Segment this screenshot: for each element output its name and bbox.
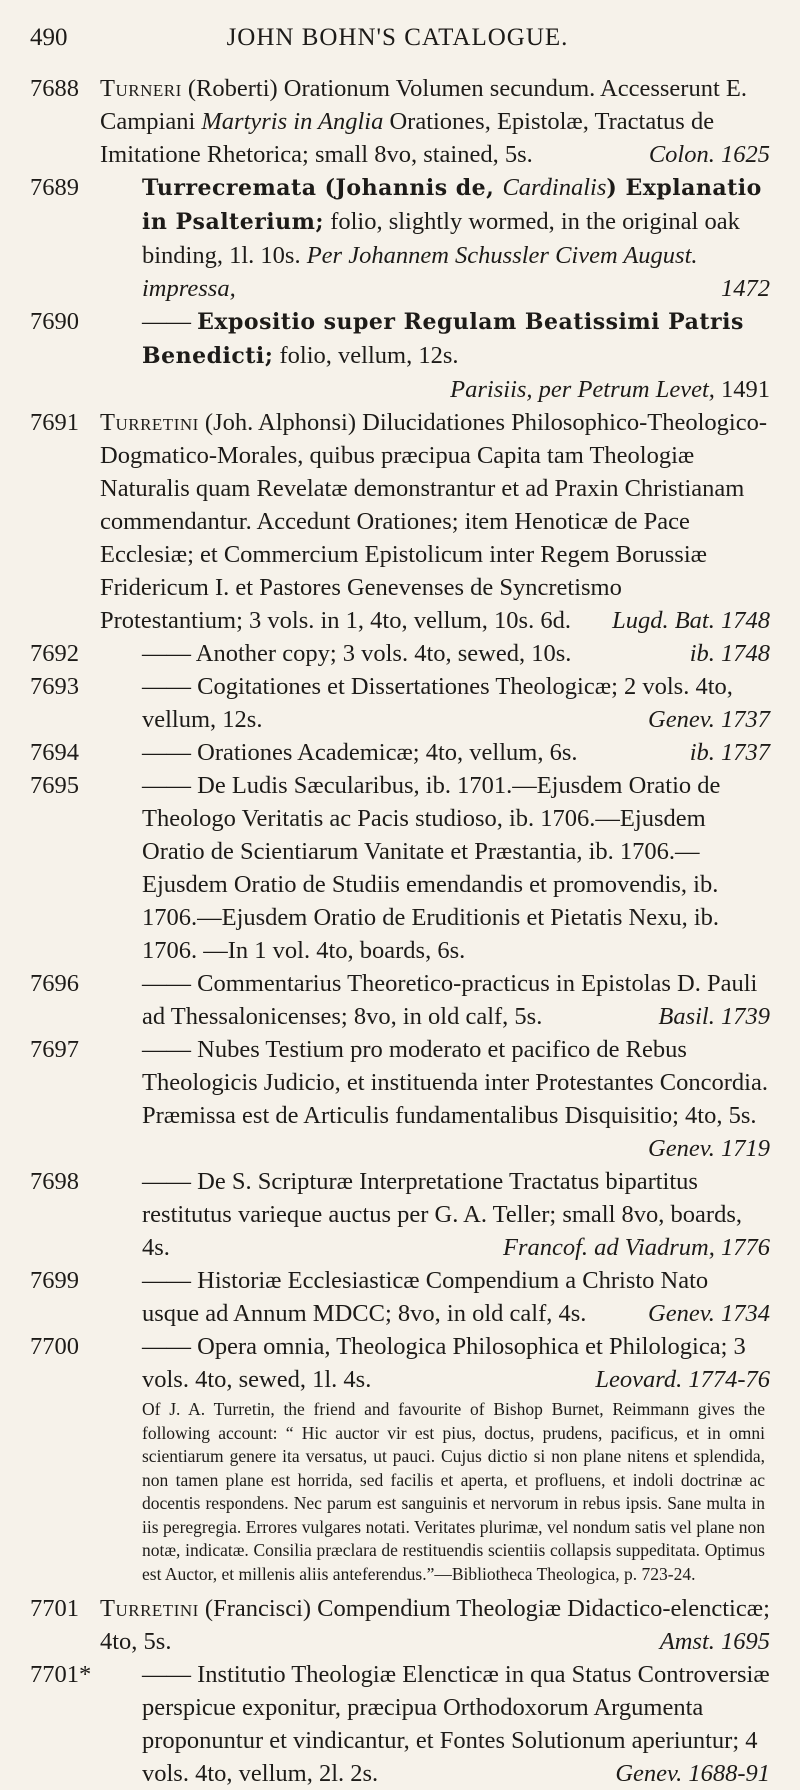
entry-text: Institutio Theologiæ Elencticæ in qua Status Controversiæ perspicue exponitur, præcipua Orthodoxorum Argumenta proponuntur et vindicantur, et Fontes Solutionum aperiuntur; 4 vols. 4to, vellum, 2l. 2s.	[142, 1661, 770, 1787]
entry-number: 7701	[30, 1595, 79, 1622]
entry-imprint	[648, 1132, 770, 1165]
entry-dash: ——	[142, 739, 198, 766]
imprint-text: Genev. 1737	[648, 706, 770, 733]
entry-text-continued: Orationes, Epistolæ, Tractatus de Imitatione Rhetorica; small 8vo, stained, 5s.	[100, 108, 715, 168]
imprint-text: Genev. 1719	[648, 1135, 770, 1162]
entry-blackletter-title: Expositio super Regulam Beatissimi Patris Benedicti;	[142, 309, 744, 369]
catalogue-entry	[0, 967, 800, 1033]
entry-body	[142, 1658, 770, 1790]
entry-dash: ——	[142, 1333, 198, 1360]
entry-text: Commentarius Theoretico-practicus in Epistolas D. Pauli ad Thessalonicenses; 8vo, in old calf, 5s.	[142, 970, 758, 1030]
catalogue-entry	[0, 1033, 800, 1165]
entry-imprint	[648, 703, 770, 736]
entry-body	[142, 1264, 770, 1330]
entry-number: 7694	[30, 739, 79, 766]
imprint-text: Francof. ad Viadrum, 1776	[503, 1234, 770, 1261]
entry-imprint	[658, 1000, 770, 1033]
catalogue-entry	[0, 637, 800, 670]
entry-text-italic: Martyris in Anglia	[201, 108, 384, 135]
imprint-text: Amst. 1695	[659, 1628, 770, 1655]
entry-text: De S. Scripturæ Interpretatione Tractatus bipartitus restitutus varieque auctus per G. A. Teller; small 8vo, boards, 4s.	[142, 1168, 742, 1261]
catalogue-entry	[0, 769, 800, 967]
entry-number: 7701*	[30, 1661, 92, 1688]
catalogue-entry	[0, 406, 800, 637]
entry-imprint	[503, 1231, 770, 1264]
entry-imprint	[612, 604, 770, 637]
entry-blackletter-italic: Cardinalis	[502, 174, 607, 201]
entry-body	[142, 1033, 770, 1162]
imprint-text: Colon. 1625	[648, 141, 770, 168]
entry-dash: ——	[142, 1168, 198, 1195]
entry-text: (Francisci) Compendium Theologiæ Didactico-elencticæ; 4to, 5s.	[100, 1595, 770, 1655]
entry-body	[100, 1592, 770, 1658]
entry-number: 7695	[30, 772, 79, 799]
entry-text: De Ludis Sæcularibus, ib. 1701.—Ejusdem Oratio de Theologo Veritatis ac Pacis studioso, ib. 1706.—Ejusdem Oratio de Scientiarum Vanitate et Præstantia, ib. 1706.—Ejusdem Oratio de Studiis emendandis et promovendis, ib. 1706.—Ejusdem Oratio de Eruditionis et Pietatis Nexu, ib. 1706. —In 1 vol. 4to, boards, 6s.	[142, 772, 721, 964]
entry-body	[142, 305, 770, 403]
entry-imprint	[721, 272, 770, 305]
page-header	[30, 24, 765, 64]
entry-dash: ——	[142, 1036, 198, 1063]
entry-number: 7697	[30, 1036, 79, 1063]
catalogue-entry	[0, 305, 800, 406]
imprint-text: Basil. 1739	[658, 1003, 770, 1030]
catalogue-entry	[0, 1330, 800, 1396]
entry-blackletter-title: Turrecremata (Johannis de,	[142, 175, 503, 201]
entries-list	[0, 72, 800, 1790]
imprint-italic: Parisiis, per Petrum Levet,	[450, 376, 721, 403]
catalogue-entry	[0, 1165, 800, 1264]
entry-text: Historiæ Ecclesiasticæ Compendium a Christo Nato usque ad Annum MDCC; 8vo, in old calf, 4s.	[142, 1267, 709, 1327]
entry-text: Opera omnia, Theologica Philosophica et Philologica; 3 vols. 4to, sewed, 1l. 4s.	[142, 1333, 746, 1393]
entry-number: 7698	[30, 1168, 79, 1195]
entry-number: 7696	[30, 970, 79, 997]
note-text: Of J. A. Turretin, the friend and favourite of Bishop Burnet, Reimmann gives the following account: “ Hic auctor vir est pius, doctus, prudens, pacificus, et in omni scientiarum genere ita versatus, ut pauci. Cujus dictio si non plane nitens et splendida, non tamen plane est horrida, sed facilis et aperta, et profluens, et indoli doctrinæ ac docentis respondens. Nec parum est sanguinis et nervorum in rebus ipsis. Sane multa in iis peregregia. Errores vulgares notati. Veritates plurimæ, vel nondum satis vel plane non notæ, indicatæ. Consilia præclara de restituendis scientiis collapsis suppeditata. Optimus est Auctor, et millenis aliis anteferendus.”—Bibliotheca Theologica, p. 723-24.	[142, 1399, 765, 1584]
entry-text: Cogitationes et Dissertationes Theologicæ; 2 vols. 4to, vellum, 12s.	[142, 673, 733, 733]
entry-text: (Joh. Alphonsi) Dilucidationes Philosophico-Theologico-Dogmatico-Morales, quibus præcipua Capita tam Theologiæ Naturalis quam Revelatæ demonstrantur et ad Praxin Christianam commendantur. Accedunt Orationes; item Henoticæ de Pace Ecclesiæ; et Commercium Epistolicum inter Regem Borussiæ Fridericum I. et Pastores Genevenses de Syncretismo Protestantium; 3 vols. in 1, 4to, vellum, 10s. 6d.	[100, 409, 767, 634]
entry-number: 7700	[30, 1333, 79, 1360]
catalogue-entry	[0, 171, 800, 305]
entry-body	[142, 171, 770, 305]
entry-imprint	[648, 1297, 770, 1330]
entry-dash: ——	[142, 1661, 198, 1688]
entry-text-italic: Per Johannem Schussler Civem August. impressa,	[142, 242, 698, 302]
entry-imprint	[615, 1757, 770, 1790]
entry-dash: ——	[142, 640, 196, 667]
imprint-text: Leovard. 1774-76	[595, 1366, 770, 1393]
entry-body	[142, 769, 770, 967]
catalogue-entry	[0, 1264, 800, 1330]
entry-blackletter-title-end: ) Explanatio in Psalterium;	[142, 175, 762, 235]
entry-number: 7699	[30, 1267, 79, 1294]
entry-imprint	[690, 637, 770, 670]
entry-number: 7689	[30, 174, 79, 201]
entry-dash: ——	[142, 673, 198, 700]
bibliographic-note	[0, 1398, 800, 1586]
imprint-text: ib. 1748	[689, 640, 770, 667]
entry-author: Turretini	[100, 1595, 199, 1622]
entry-text: folio, vellum, 12s.	[273, 342, 459, 369]
entry-body	[142, 670, 770, 736]
entry-body	[142, 736, 770, 769]
entry-text: Nubes Testium pro moderato et pacifico de Rebus Theologicis Judicio, et instituenda inter Protestantes Concordia. Præmissa est de Articulis fundamentalibus Disquisitio; 4to, 5s.	[142, 1036, 768, 1129]
entry-body	[100, 406, 770, 637]
catalogue-entry	[0, 1658, 800, 1790]
entry-body	[142, 1330, 770, 1396]
entry-author: Turretini	[100, 409, 199, 436]
entry-number: 7690	[30, 308, 79, 335]
entry-imprint	[450, 373, 770, 406]
imprint-text: Lugd. Bat. 1748	[612, 607, 770, 634]
imprint-text: 1472	[721, 275, 770, 302]
entry-body	[142, 637, 770, 670]
entry-imprint	[649, 138, 770, 171]
entry-body	[142, 967, 770, 1033]
catalogue-entry	[0, 736, 800, 769]
imprint-text: ib. 1737	[689, 739, 770, 766]
entry-author: Turneri	[100, 75, 182, 102]
entry-dash: ——	[142, 308, 198, 335]
entry-number: 7691	[30, 409, 79, 436]
entry-dash: ——	[142, 1267, 198, 1294]
entry-text: Orationes Academicæ; 4to, vellum, 6s.	[197, 739, 578, 766]
entry-imprint	[690, 736, 770, 769]
imprint-text: Genev. 1734	[648, 1300, 770, 1327]
entry-body	[100, 72, 770, 171]
catalogue-entry	[0, 670, 800, 736]
catalogue-entry	[0, 72, 800, 171]
page-title: JOHN BOHN'S CATALOGUE.	[226, 24, 569, 51]
entry-imprint	[660, 1625, 770, 1658]
imprint-text: Genev. 1688-91	[615, 1760, 770, 1787]
entry-text: Another copy; 3 vols. 4to, sewed, 10s.	[195, 640, 572, 667]
entry-text: folio, slightly wormed, in the original oak binding, 1l. 10s.	[142, 208, 740, 269]
entry-dash: ——	[142, 970, 198, 997]
catalogue-entry	[0, 1592, 800, 1658]
imprint-text: 1491	[721, 376, 770, 403]
entry-number: 7688	[30, 75, 79, 102]
page-number: 490	[30, 24, 68, 51]
entry-number: 7692	[30, 640, 79, 667]
entry-number: 7693	[30, 673, 79, 700]
entry-body	[142, 1165, 770, 1264]
entry-text: (Roberti) Orationum Volumen secundum. Accesserunt E. Campiani	[100, 75, 747, 135]
entry-dash: ——	[142, 772, 198, 799]
entry-imprint	[595, 1363, 770, 1396]
